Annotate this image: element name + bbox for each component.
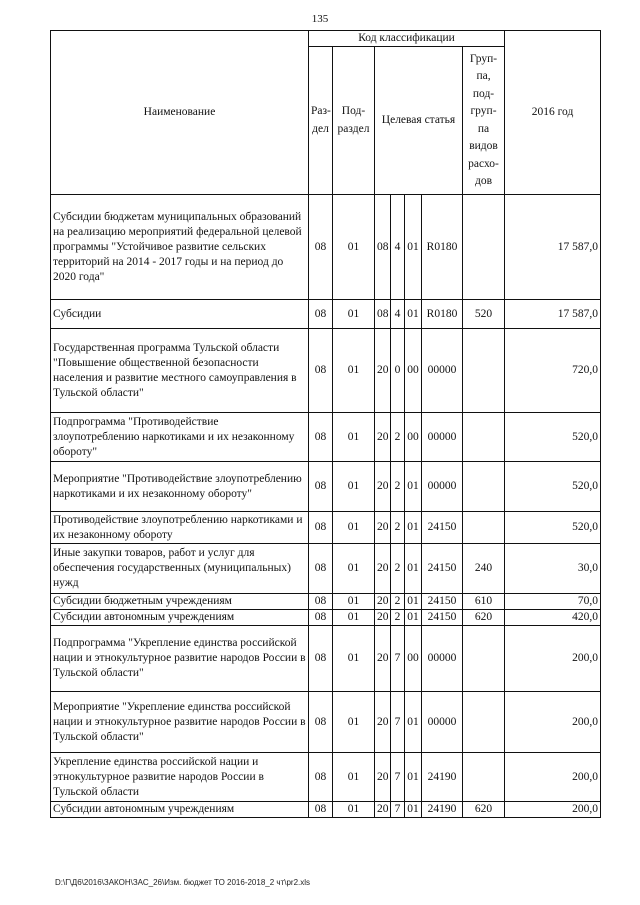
row-target-part1: 20 [375, 802, 391, 818]
row-subsection: 01 [333, 610, 375, 626]
row-target-part3: 01 [405, 544, 422, 594]
row-target-part4: 24190 [422, 753, 463, 802]
header-expense-group: Груп- па, под- груп- па видов расхо- дов [463, 47, 505, 195]
row-target-part1: 20 [375, 626, 391, 692]
row-target-part3: 01 [405, 300, 422, 329]
row-section: 08 [309, 300, 333, 329]
row-subsection: 01 [333, 512, 375, 544]
row-subsection: 01 [333, 753, 375, 802]
row-target-part4: 24150 [422, 610, 463, 626]
row-target-part4: 24150 [422, 594, 463, 610]
row-expense-group: 620 [463, 610, 505, 626]
row-amount: 200,0 [505, 753, 601, 802]
row-expense-group [463, 462, 505, 512]
table-row [51, 195, 601, 300]
row-subsection: 01 [333, 329, 375, 413]
row-target-part2: 7 [391, 802, 405, 818]
row-expense-group [463, 626, 505, 692]
row-target-part1: 08 [375, 300, 391, 329]
table-row [51, 512, 601, 544]
row-name: Подпрограмма "Противодействие злоупотреблению наркотиками и их незаконному обороту" [51, 413, 309, 462]
row-target-part1: 20 [375, 462, 391, 512]
row-target-part2: 2 [391, 594, 405, 610]
row-target-part2: 2 [391, 512, 405, 544]
row-target-part4: 24150 [422, 512, 463, 544]
row-section: 08 [309, 195, 333, 300]
row-amount: 30,0 [505, 544, 601, 594]
row-section: 08 [309, 512, 333, 544]
row-target-part2: 2 [391, 462, 405, 512]
row-target-part1: 20 [375, 413, 391, 462]
row-section: 08 [309, 692, 333, 753]
footer-file-path: D:\Г\Д6\2016\ЗАКОН\ЗАС_26\Изм. бюджет ТО 2016-2018_2 чт\pr2.xls [55, 878, 311, 887]
row-target-part1: 20 [375, 544, 391, 594]
row-name: Субсидии бюджетам муниципальных образований на реализацию мероприятий федеральной целевой программы "Устойчивое развитие сельских территорий на 2014 - 2017 годы и на период до 2020 года" [51, 195, 309, 300]
row-target-part3: 01 [405, 195, 422, 300]
header-subsection: Под- раздел [333, 47, 375, 195]
row-expense-group [463, 329, 505, 413]
header-section: Раз- дел [309, 47, 333, 195]
row-name: Субсидии [51, 300, 309, 329]
row-amount: 17 587,0 [505, 195, 601, 300]
row-expense-group: 240 [463, 544, 505, 594]
row-target-part4: 00000 [422, 692, 463, 753]
table-row [51, 594, 601, 610]
row-section: 08 [309, 329, 333, 413]
table-row [51, 753, 601, 802]
row-amount: 17 587,0 [505, 300, 601, 329]
table-row [51, 462, 601, 512]
row-section: 08 [309, 413, 333, 462]
row-amount: 420,0 [505, 610, 601, 626]
table-row [51, 626, 601, 692]
row-target-part1: 20 [375, 753, 391, 802]
row-subsection: 01 [333, 300, 375, 329]
row-subsection: 01 [333, 195, 375, 300]
row-target-part3: 00 [405, 626, 422, 692]
row-target-part2: 4 [391, 300, 405, 329]
row-subsection: 01 [333, 626, 375, 692]
table-row [51, 300, 601, 329]
row-name: Мероприятие "Укрепление единства российской нации и этнокультурное развитие народов России в Тульской области" [51, 692, 309, 753]
row-amount: 200,0 [505, 802, 601, 818]
row-target-part1: 20 [375, 610, 391, 626]
table-row [51, 692, 601, 753]
row-section: 08 [309, 753, 333, 802]
row-name: Подпрограмма "Укрепление единства российской нации и этнокультурное развитие народов России в Тульской области" [51, 626, 309, 692]
row-expense-group [463, 512, 505, 544]
row-target-part2: 7 [391, 692, 405, 753]
row-expense-group: 620 [463, 802, 505, 818]
header-name: Наименование [51, 31, 309, 195]
row-target-part3: 01 [405, 594, 422, 610]
row-target-part3: 01 [405, 512, 422, 544]
row-amount: 200,0 [505, 692, 601, 753]
row-expense-group [463, 413, 505, 462]
row-section: 08 [309, 462, 333, 512]
row-target-part2: 4 [391, 195, 405, 300]
row-target-part4: 00000 [422, 626, 463, 692]
row-subsection: 01 [333, 594, 375, 610]
row-target-part1: 20 [375, 594, 391, 610]
table-row [51, 802, 601, 818]
row-subsection: 01 [333, 544, 375, 594]
row-expense-group [463, 692, 505, 753]
row-amount: 520,0 [505, 462, 601, 512]
row-expense-group [463, 195, 505, 300]
row-target-part2: 7 [391, 626, 405, 692]
row-section: 08 [309, 802, 333, 818]
row-target-part2: 7 [391, 753, 405, 802]
row-target-part1: 20 [375, 512, 391, 544]
row-target-part4: 00000 [422, 329, 463, 413]
header-target-article: Целевая статья [375, 47, 463, 195]
row-expense-group: 520 [463, 300, 505, 329]
row-target-part2: 0 [391, 329, 405, 413]
row-target-part4: 00000 [422, 413, 463, 462]
row-target-part3: 00 [405, 329, 422, 413]
row-name: Противодействие злоупотреблению наркотиками и их незаконному обороту [51, 512, 309, 544]
row-name: Субсидии автономным учреждениям [51, 610, 309, 626]
row-name: Государственная программа Тульской области "Повышение общественной безопасности населения и развитие местного самоуправления в Тульской области" [51, 329, 309, 413]
header-row-top [51, 31, 601, 47]
row-subsection: 01 [333, 692, 375, 753]
row-amount: 720,0 [505, 329, 601, 413]
row-target-part3: 01 [405, 610, 422, 626]
row-amount: 520,0 [505, 512, 601, 544]
row-target-part4: 24190 [422, 802, 463, 818]
row-amount: 70,0 [505, 594, 601, 610]
row-section: 08 [309, 626, 333, 692]
row-target-part3: 01 [405, 753, 422, 802]
table-row [51, 329, 601, 413]
table-row [51, 610, 601, 626]
row-target-part4: R0180 [422, 195, 463, 300]
header-classification: Код классификации [309, 31, 505, 47]
row-expense-group [463, 753, 505, 802]
row-name: Субсидии автономным учреждениям [51, 802, 309, 818]
row-target-part4: 24150 [422, 544, 463, 594]
page-number: 135 [311, 13, 329, 25]
table-row [51, 544, 601, 594]
row-amount: 520,0 [505, 413, 601, 462]
row-target-part2: 2 [391, 413, 405, 462]
row-target-part2: 2 [391, 610, 405, 626]
row-subsection: 01 [333, 462, 375, 512]
row-target-part3: 00 [405, 413, 422, 462]
row-target-part1: 20 [375, 329, 391, 413]
row-target-part2: 2 [391, 544, 405, 594]
row-target-part4: 00000 [422, 462, 463, 512]
header-year: 2016 год [505, 31, 601, 195]
row-section: 08 [309, 594, 333, 610]
row-target-part1: 08 [375, 195, 391, 300]
row-expense-group: 610 [463, 594, 505, 610]
row-target-part3: 01 [405, 692, 422, 753]
row-name: Укрепление единства российской нации и этнокультурное развитие народов России в Тульской области [51, 753, 309, 802]
row-name: Субсидии бюджетным учреждениям [51, 594, 309, 610]
row-target-part3: 01 [405, 462, 422, 512]
row-amount: 200,0 [505, 626, 601, 692]
table-row [51, 413, 601, 462]
row-section: 08 [309, 610, 333, 626]
row-subsection: 01 [333, 802, 375, 818]
row-section: 08 [309, 544, 333, 594]
row-target-part1: 20 [375, 692, 391, 753]
row-name: Мероприятие "Противодействие злоупотреблению наркотиками и их незаконному обороту" [51, 462, 309, 512]
row-target-part3: 01 [405, 802, 422, 818]
row-subsection: 01 [333, 413, 375, 462]
budget-table [50, 30, 601, 818]
row-name: Иные закупки товаров, работ и услуг для обеспечения государственных (муниципальных) нужд [51, 544, 309, 594]
row-target-part4: R0180 [422, 300, 463, 329]
